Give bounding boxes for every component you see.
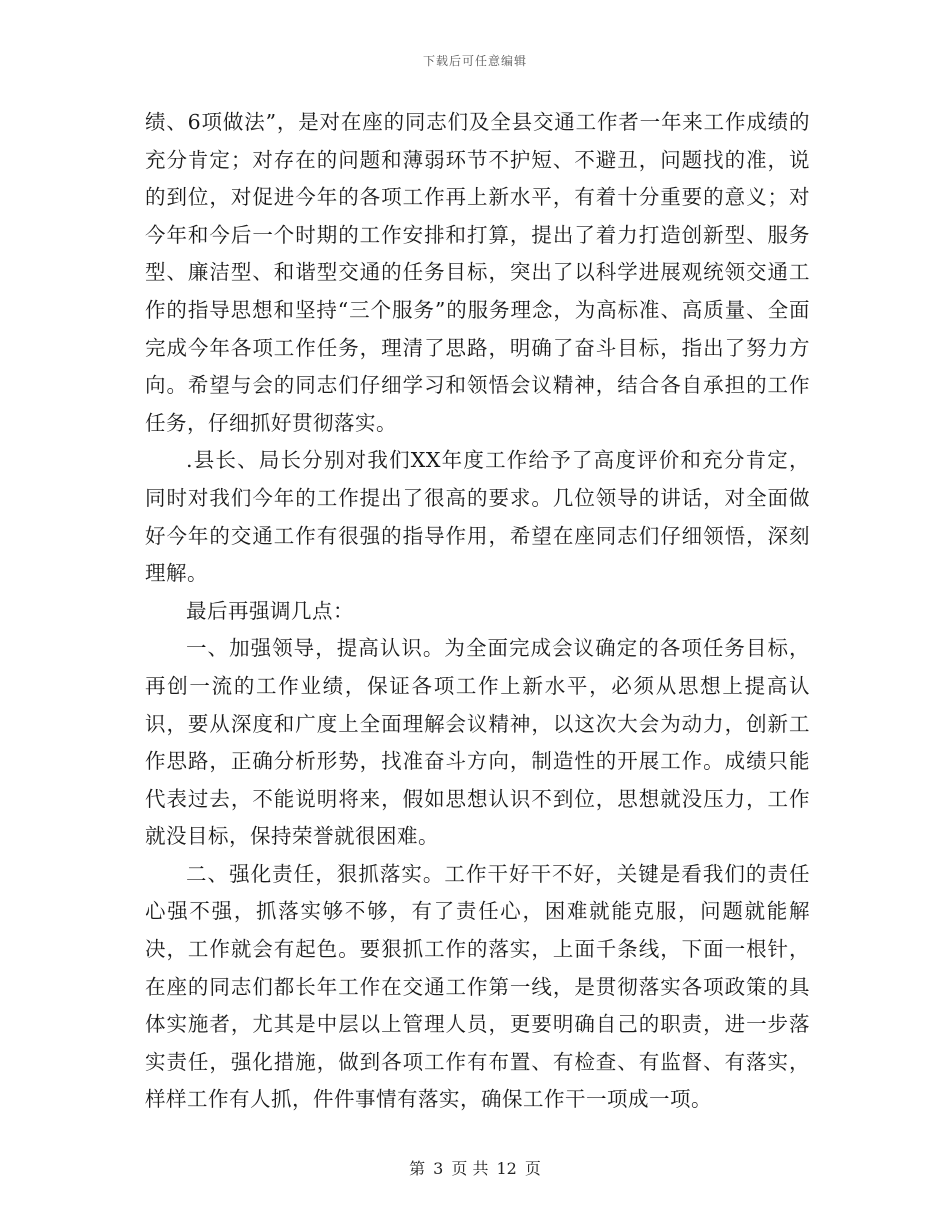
paragraph-continuation: 绩、6项做法”，是对在座的同志们及全县交通工作者一年来工作成绩的充分肯定；对存在的问题和薄弱环节不护短、不避丑，问题找的准，说的到位，对促进今年的各项工作再上新水平，有着十分重要的意义；对今年和今后一个时期的工作安排和打算，提出了着力打造创新型、服务型、廉洁型、和谐型交通的任务目标，突出了以科学进展观统领交通工作的指导思想和坚持“三个服务”的服务理念，为高标准、高质量、全面完成今年各项工作任务，理清了思路，明确了奋斗目标，指出了努力方向。希望与会的同志们仔细学习和领悟会议精神，结合各自承担的工作任务，仔细抓好贯彻落实。 [145, 110, 810, 435]
paragraph-point-two: 二、强化责任，狠抓落实。工作干好干不好，关键是看我们的责任心强不强，抓落实够不够，有了责任心，困难就能克服，问题就能解决，工作就会有起色。要狠抓工作的落实，上面千条线，下面一根针，在座的同志们都长年工作在交通工作第一线，是贯彻落实各项政策的具体实施者，尤其是中层以上管理人员，更要明确自己的职责，进一步落实责任，强化措施，做到各项工作有布置、有检查、有监督、有落实，样样工作有人抓，件件事情有落实，确保工作干一项成一项。 [145, 861, 810, 1112]
paragraph-point-one: 一、加强领导，提高认识。为全面完成会议确定的各项任务目标，再创一流的工作业绩，保证各项工作上新水平，必须从思想上提高认识，要从深度和广度上全面理解会议精神，以这次大会为动力，创新工作思路，正确分析形势，找准奋斗方向，制造性的开展工作。成绩只能代表过去，不能说明将来，假如思想认识不到位，思想就没压力，工作就没目标，保持荣誉就很困难。 [145, 636, 810, 849]
current-page-number: 3 [433, 1159, 444, 1178]
total-pages-number: 12 [496, 1159, 517, 1178]
page-label-suffix: 页 [524, 1159, 541, 1178]
page-label-prefix: 第 [409, 1159, 426, 1178]
document-body [145, 104, 810, 1119]
paragraph-emphasis-intro: 最后再强调几点： [186, 598, 354, 623]
page-number-footer [0, 1156, 950, 1179]
header-note: 下载后可任意编辑 [422, 54, 527, 68]
page-label-mid: 页 共 [451, 1159, 489, 1178]
paragraph-leaders-remarks: .县长、局长分别对我们XX年度工作给予了高度评价和充分肯定，同时对我们今年的工作提出了很高的要求。几位领导的讲话，对全面做好今年的交通工作有很强的指导作用，希望在座同志们仔细领悟，深刻理解。 [145, 448, 810, 586]
